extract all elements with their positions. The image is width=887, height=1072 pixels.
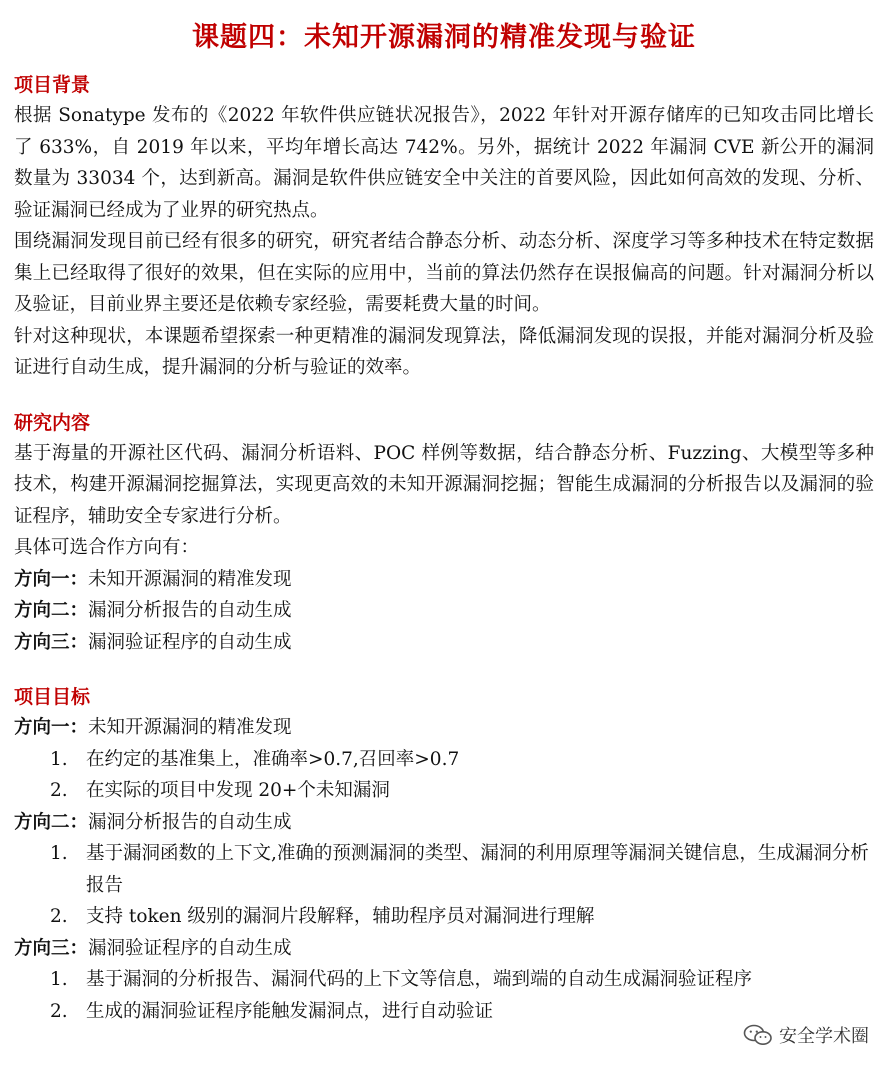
goal-direction-3 [14, 933, 874, 965]
section-goals [14, 682, 874, 1027]
list-item-text: 在实际的项目中发现 20+个未知漏洞 [86, 780, 390, 801]
direction-text: 漏洞验证程序的自动生成 [88, 631, 292, 653]
list-item-text: 基于漏洞的分析报告、漏洞代码的上下文等信息，端到端的自动生成漏洞验证程序 [86, 969, 753, 990]
list-item-text: 在约定的基准集上，准确率>0.7,召回率>0.7 [86, 748, 460, 770]
document-page [14, 18, 874, 1027]
direction-text: 漏洞验证程序的自动生成 [88, 937, 292, 959]
direction-label: 方向二： [14, 600, 89, 621]
research-paragraph-2: 具体可选合作方向有： [14, 537, 200, 558]
section-background [14, 70, 874, 384]
list-number: 2. [50, 780, 68, 801]
list-number: 1. [50, 843, 68, 864]
direction-label: 方向一： [14, 568, 89, 590]
direction-text: 漏洞分析报告的自动生成 [88, 600, 292, 621]
list-item-text: 生成的漏洞验证程序能触发漏洞点，进行自动验证 [86, 1000, 494, 1022]
goal-list-1 [14, 744, 874, 807]
goal-direction-1 [14, 712, 874, 744]
direction-text: 未知开源漏洞的精准发现 [88, 717, 292, 738]
background-paragraph-2: 围绕漏洞发现目前已经有很多的研究，研究者结合静态分析、动态分析、深度学习等多种技术在特定数据集上已经取得了很好的效果，但在实际的应用中，当前的算法仍然存在误报偏高的问题。针对漏洞分析以及验证，目前业界主要还是依赖专家经验，需要耗费大量的时间。 [14, 231, 874, 315]
section-gap [14, 658, 874, 682]
research-direction-3 [14, 627, 874, 659]
list-number: 2. [50, 906, 68, 927]
section-heading-goals: 项目目标 [14, 686, 91, 708]
direction-text: 未知开源漏洞的精准发现 [88, 568, 292, 590]
list-item [14, 744, 874, 776]
list-item-text: 基于漏洞函数的上下文,准确的预测漏洞的类型、漏洞的利用原理等漏洞关键信息，生成漏洞分析报告 [86, 843, 869, 896]
research-paragraph-1: 基于海量的开源社区代码、漏洞分析语料、POC 样例等数据，结合静态分析、Fuzzing、大模型等多种技术，构建开源漏洞挖掘算法，实现更高效的未知开源漏洞挖掘；智能生成漏洞的分析报告以及漏洞的验证程序，辅助安全专家进行分析。 [14, 442, 874, 527]
list-item-text: 支持 token 级别的漏洞片段解释，辅助程序员对漏洞进行理解 [86, 906, 595, 927]
list-item [14, 901, 874, 933]
watermark-text: 安全学术圈 [779, 1026, 869, 1047]
section-research [14, 408, 874, 659]
list-number: 1. [50, 748, 68, 770]
direction-label: 方向一： [14, 717, 89, 738]
background-paragraph-1: 根据 Sonatype 发布的《2022 年软件供应链状况报告》，2022 年针对开源存储库的已知攻击同比增长了 633%，自 2019 年以来，平均年增长高达 742%。另外，据统计 2022 年漏洞 CVE 新公开的漏洞数量为 33034 个，达到新高。漏洞是软件供应链安全中关注的首要风险，因此如何高效的发现、分析、验证漏洞已经成为了业界的研究热点。 [14, 105, 874, 221]
goal-direction-2 [14, 807, 874, 839]
list-number: 2. [50, 1000, 68, 1022]
section-heading-background: 项目背景 [14, 74, 91, 96]
list-item [14, 838, 874, 901]
direction-label: 方向三： [14, 631, 89, 653]
wechat-icon [743, 1024, 773, 1046]
list-number: 1. [50, 969, 68, 990]
document-title: 课题四：未知开源漏洞的精准发现与验证 [192, 22, 696, 53]
direction-label: 方向二： [14, 811, 89, 833]
direction-label: 方向三： [14, 937, 89, 959]
goal-list-2 [14, 838, 874, 933]
research-direction-1 [14, 564, 874, 596]
background-paragraph-3: 针对这种现状，本课题希望探索一种更精准的漏洞发现算法，降低漏洞发现的误报，并能对漏洞分析及验证进行自动生成，提升漏洞的分析与验证的效率。 [14, 325, 874, 378]
direction-text: 漏洞分析报告的自动生成 [88, 811, 292, 833]
section-gap [14, 384, 874, 408]
list-item [14, 775, 874, 807]
list-item [14, 964, 874, 996]
research-direction-2 [14, 595, 874, 627]
watermark [743, 1022, 869, 1048]
section-heading-research: 研究内容 [14, 411, 91, 434]
goal-list-3 [14, 964, 874, 1027]
